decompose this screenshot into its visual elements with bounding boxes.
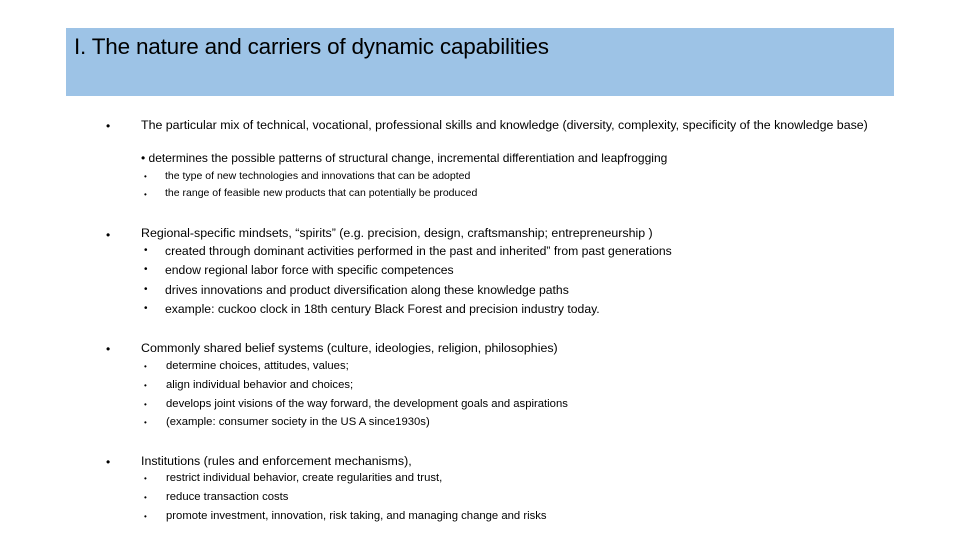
list-item: develops joint visions of the way forward, the development goals and aspirations [166, 398, 568, 410]
bullet: • [106, 455, 111, 469]
bullet: • [144, 264, 148, 275]
list-item: restrict individual behavior, create regularities and trust, [166, 472, 443, 484]
page-title: I. The nature and carriers of dynamic capabilities [74, 34, 549, 59]
section-1-subline: • determines the possible patterns of structural change, incremental differentiation and leapfrogging [141, 151, 668, 165]
bullet: • [144, 362, 147, 371]
list-item: the range of feasible new products that can potentially be produced [165, 187, 478, 199]
section-2-heading: Regional-specific mindsets, “spirits” (e.g. precision, design, craftsmanship; entrepreneurship ) [141, 226, 653, 240]
bullet: • [144, 512, 147, 521]
bullet: • [144, 493, 147, 502]
bullet: • [144, 418, 147, 427]
list-item: determine choices, attitudes, values; [166, 360, 349, 372]
list-item: align individual behavior and choices; [166, 379, 354, 391]
bullet: • [144, 172, 147, 181]
list-item: example: cuckoo clock in 18th century Black Forest and precision industry today. [165, 302, 600, 316]
bullet: • [106, 119, 111, 133]
bullet: • [144, 400, 147, 409]
bullet: • [106, 228, 111, 242]
bullet: • [144, 284, 148, 295]
list-item: promote investment, innovation, risk taking, and managing change and risks [166, 510, 547, 522]
list-item: reduce transaction costs [166, 491, 289, 503]
list-item: (example: consumer society in the US A since1930s) [166, 416, 430, 428]
bullet: • [144, 381, 147, 390]
section-4-heading: Institutions (rules and enforcement mechanisms), [141, 454, 412, 468]
section-1-heading: The particular mix of technical, vocational, professional skills and knowledge (diversity, complexity, specificity of the knowledge base) [141, 118, 868, 132]
list-item: endow regional labor force with specific competences [165, 263, 454, 277]
list-item: created through dominant activities performed in the past and inherited” from past generations [165, 244, 672, 258]
bullet: • [144, 474, 147, 483]
bullet: • [144, 190, 147, 199]
list-item: drives innovations and product diversification along these knowledge paths [165, 283, 569, 297]
bullet: • [144, 303, 148, 314]
section-3-heading: Commonly shared belief systems (culture, ideologies, religion, philosophies) [141, 341, 558, 355]
list-item: the type of new technologies and innovations that can be adopted [165, 170, 471, 182]
bullet: • [144, 245, 148, 256]
bullet: • [106, 342, 111, 356]
